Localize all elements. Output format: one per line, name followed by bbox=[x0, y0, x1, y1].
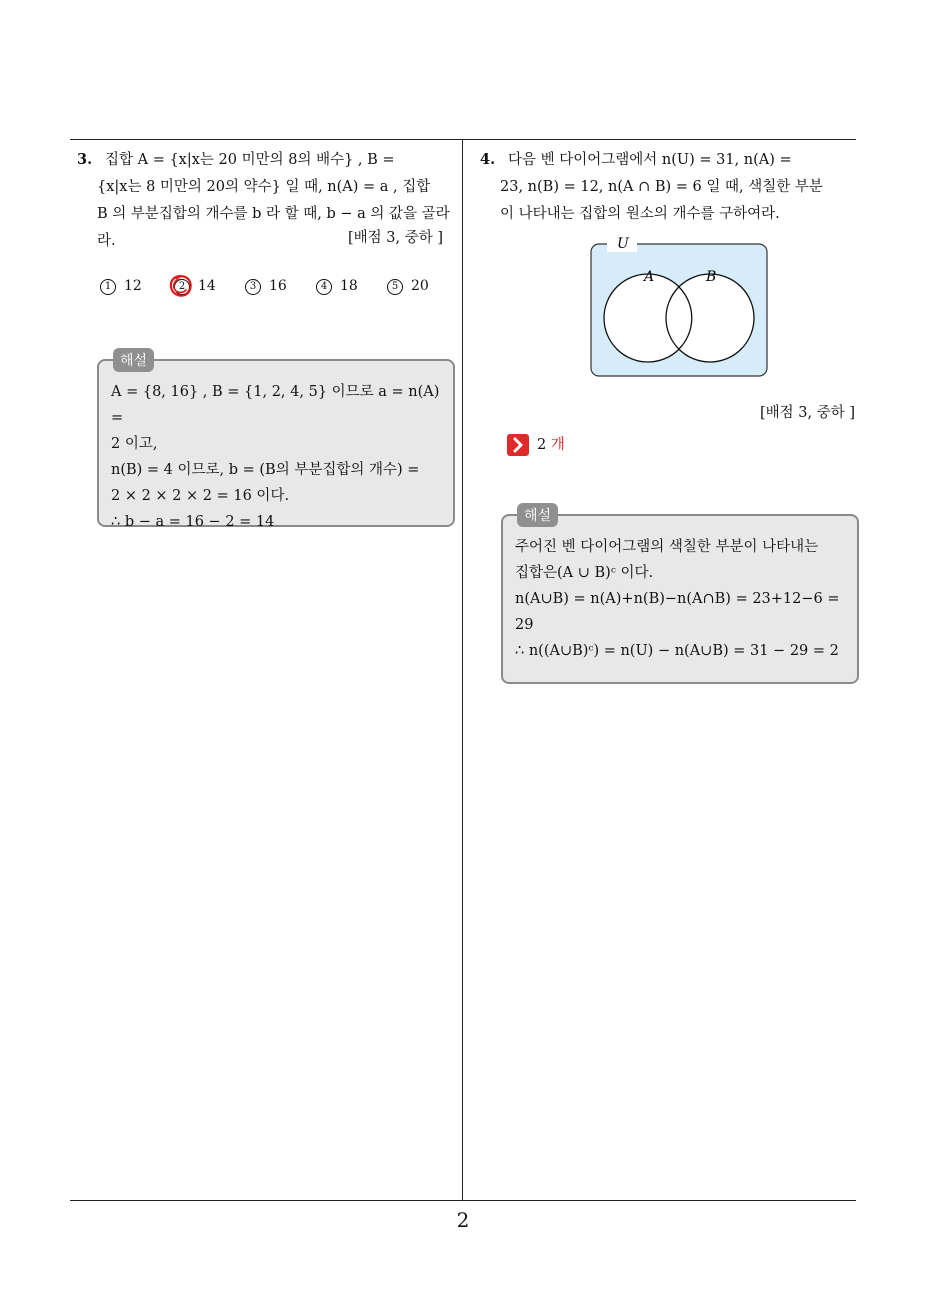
solution-3-line-2: 2 이고, bbox=[111, 436, 158, 452]
choice-5-symbol: 5 bbox=[387, 279, 403, 295]
answer-unit: 개 bbox=[550, 437, 565, 453]
solution-4-line-1: 주어진 벤 다이어그램의 색칠한 부분이 나타내는 bbox=[515, 539, 819, 555]
solution-4-line-2: 집합은(A ∪ B)ᶜ 이다. bbox=[515, 565, 654, 581]
choice-2-symbol: 2 bbox=[174, 279, 190, 295]
solution-4-line-3: n(A∪B) = n(A)+n(B)−n(A∩B) = 23+12−6 = bbox=[515, 591, 840, 607]
venn-label-b: B bbox=[706, 269, 717, 285]
question-3-line-2: {x|x는 8 미만의 20의 약수} 일 때, n(A) = a , 집합 bbox=[97, 179, 431, 195]
column-divider bbox=[462, 139, 463, 1201]
question-3-number: 3. bbox=[77, 151, 93, 168]
venn-label-a: A bbox=[644, 269, 655, 285]
solution-4-line-4: 29 bbox=[515, 617, 534, 633]
solution-3-line-5: ∴ b − a = 16 − 2 = 14 bbox=[111, 514, 275, 530]
bottom-rule bbox=[70, 1200, 856, 1201]
solution-3-line-3: n(B) = 4 이므로, b = (B의 부분집합의 개수) = bbox=[111, 462, 420, 478]
question-3-solution-box bbox=[97, 353, 455, 530]
question-3-solution-label: 해설 bbox=[113, 348, 154, 372]
choice-3-symbol: 3 bbox=[245, 279, 261, 295]
answer-value: 2 bbox=[537, 437, 547, 453]
choice-4-symbol: 4 bbox=[316, 279, 332, 295]
question-4-line-3: 이 나타내는 집합의 원소의 개수를 구하여라. bbox=[500, 206, 780, 222]
question-4 bbox=[480, 146, 858, 228]
chevron-right-icon bbox=[507, 434, 529, 456]
question-4-solution-label: 해설 bbox=[517, 503, 558, 527]
question-4-solution-body bbox=[515, 534, 847, 664]
solution-3-line-4: 2 × 2 × 2 × 2 = 16 이다. bbox=[111, 488, 290, 504]
question-4-line-2: 23, n(B) = 12, n(A ∩ B) = 6 일 때, 색칠한 부분 bbox=[500, 179, 823, 195]
question-3-line-1: 집합 A = {x|x는 20 미만의 8의 배수} , B = bbox=[105, 152, 395, 168]
choice-5-value: 20 bbox=[411, 278, 429, 294]
choice-1[interactable] bbox=[100, 278, 142, 295]
choice-5[interactable] bbox=[387, 278, 429, 295]
venn-universe-label: U bbox=[617, 236, 629, 252]
choice-4-value: 18 bbox=[340, 278, 358, 294]
solution-3-line-1: A = {8, 16} , B = {1, 2, 4, 5} 이므로 a = n(A) = bbox=[111, 384, 440, 426]
top-rule bbox=[70, 139, 856, 140]
question-4-answer bbox=[507, 433, 565, 456]
question-4-line-1: 다음 벤 다이어그램에서 n(U) = 31, n(A) = bbox=[508, 152, 792, 168]
question-4-number: 4. bbox=[480, 151, 496, 168]
choice-4[interactable] bbox=[316, 278, 358, 295]
question-3-score: [배점 3, 중하 ] bbox=[348, 230, 444, 246]
question-4-solution-box bbox=[501, 508, 859, 684]
choice-3-value: 16 bbox=[269, 278, 287, 294]
page-number: 2 bbox=[456, 1208, 470, 1232]
question-4-score: [배점 3, 중하 ] bbox=[760, 405, 856, 421]
venn-diagram bbox=[589, 232, 769, 378]
choice-1-value: 12 bbox=[124, 278, 142, 294]
answer-mark-circle-icon bbox=[168, 273, 194, 299]
choice-3[interactable] bbox=[245, 278, 287, 295]
choice-2-value: 14 bbox=[198, 278, 216, 294]
question-3-solution-body bbox=[111, 379, 443, 535]
solution-4-line-5: ∴ n((A∪B)ᶜ) = n(U) − n(A∪B) = 31 − 29 = 2 bbox=[515, 643, 839, 659]
question-4-text bbox=[480, 146, 858, 228]
question-3-line-3: B 의 부분집합의 개수를 b 라 할 때, b − a 의 값을 골라 bbox=[97, 206, 450, 222]
question-3-line-4: 라. bbox=[97, 233, 116, 249]
choice-1-symbol: 1 bbox=[100, 279, 116, 295]
